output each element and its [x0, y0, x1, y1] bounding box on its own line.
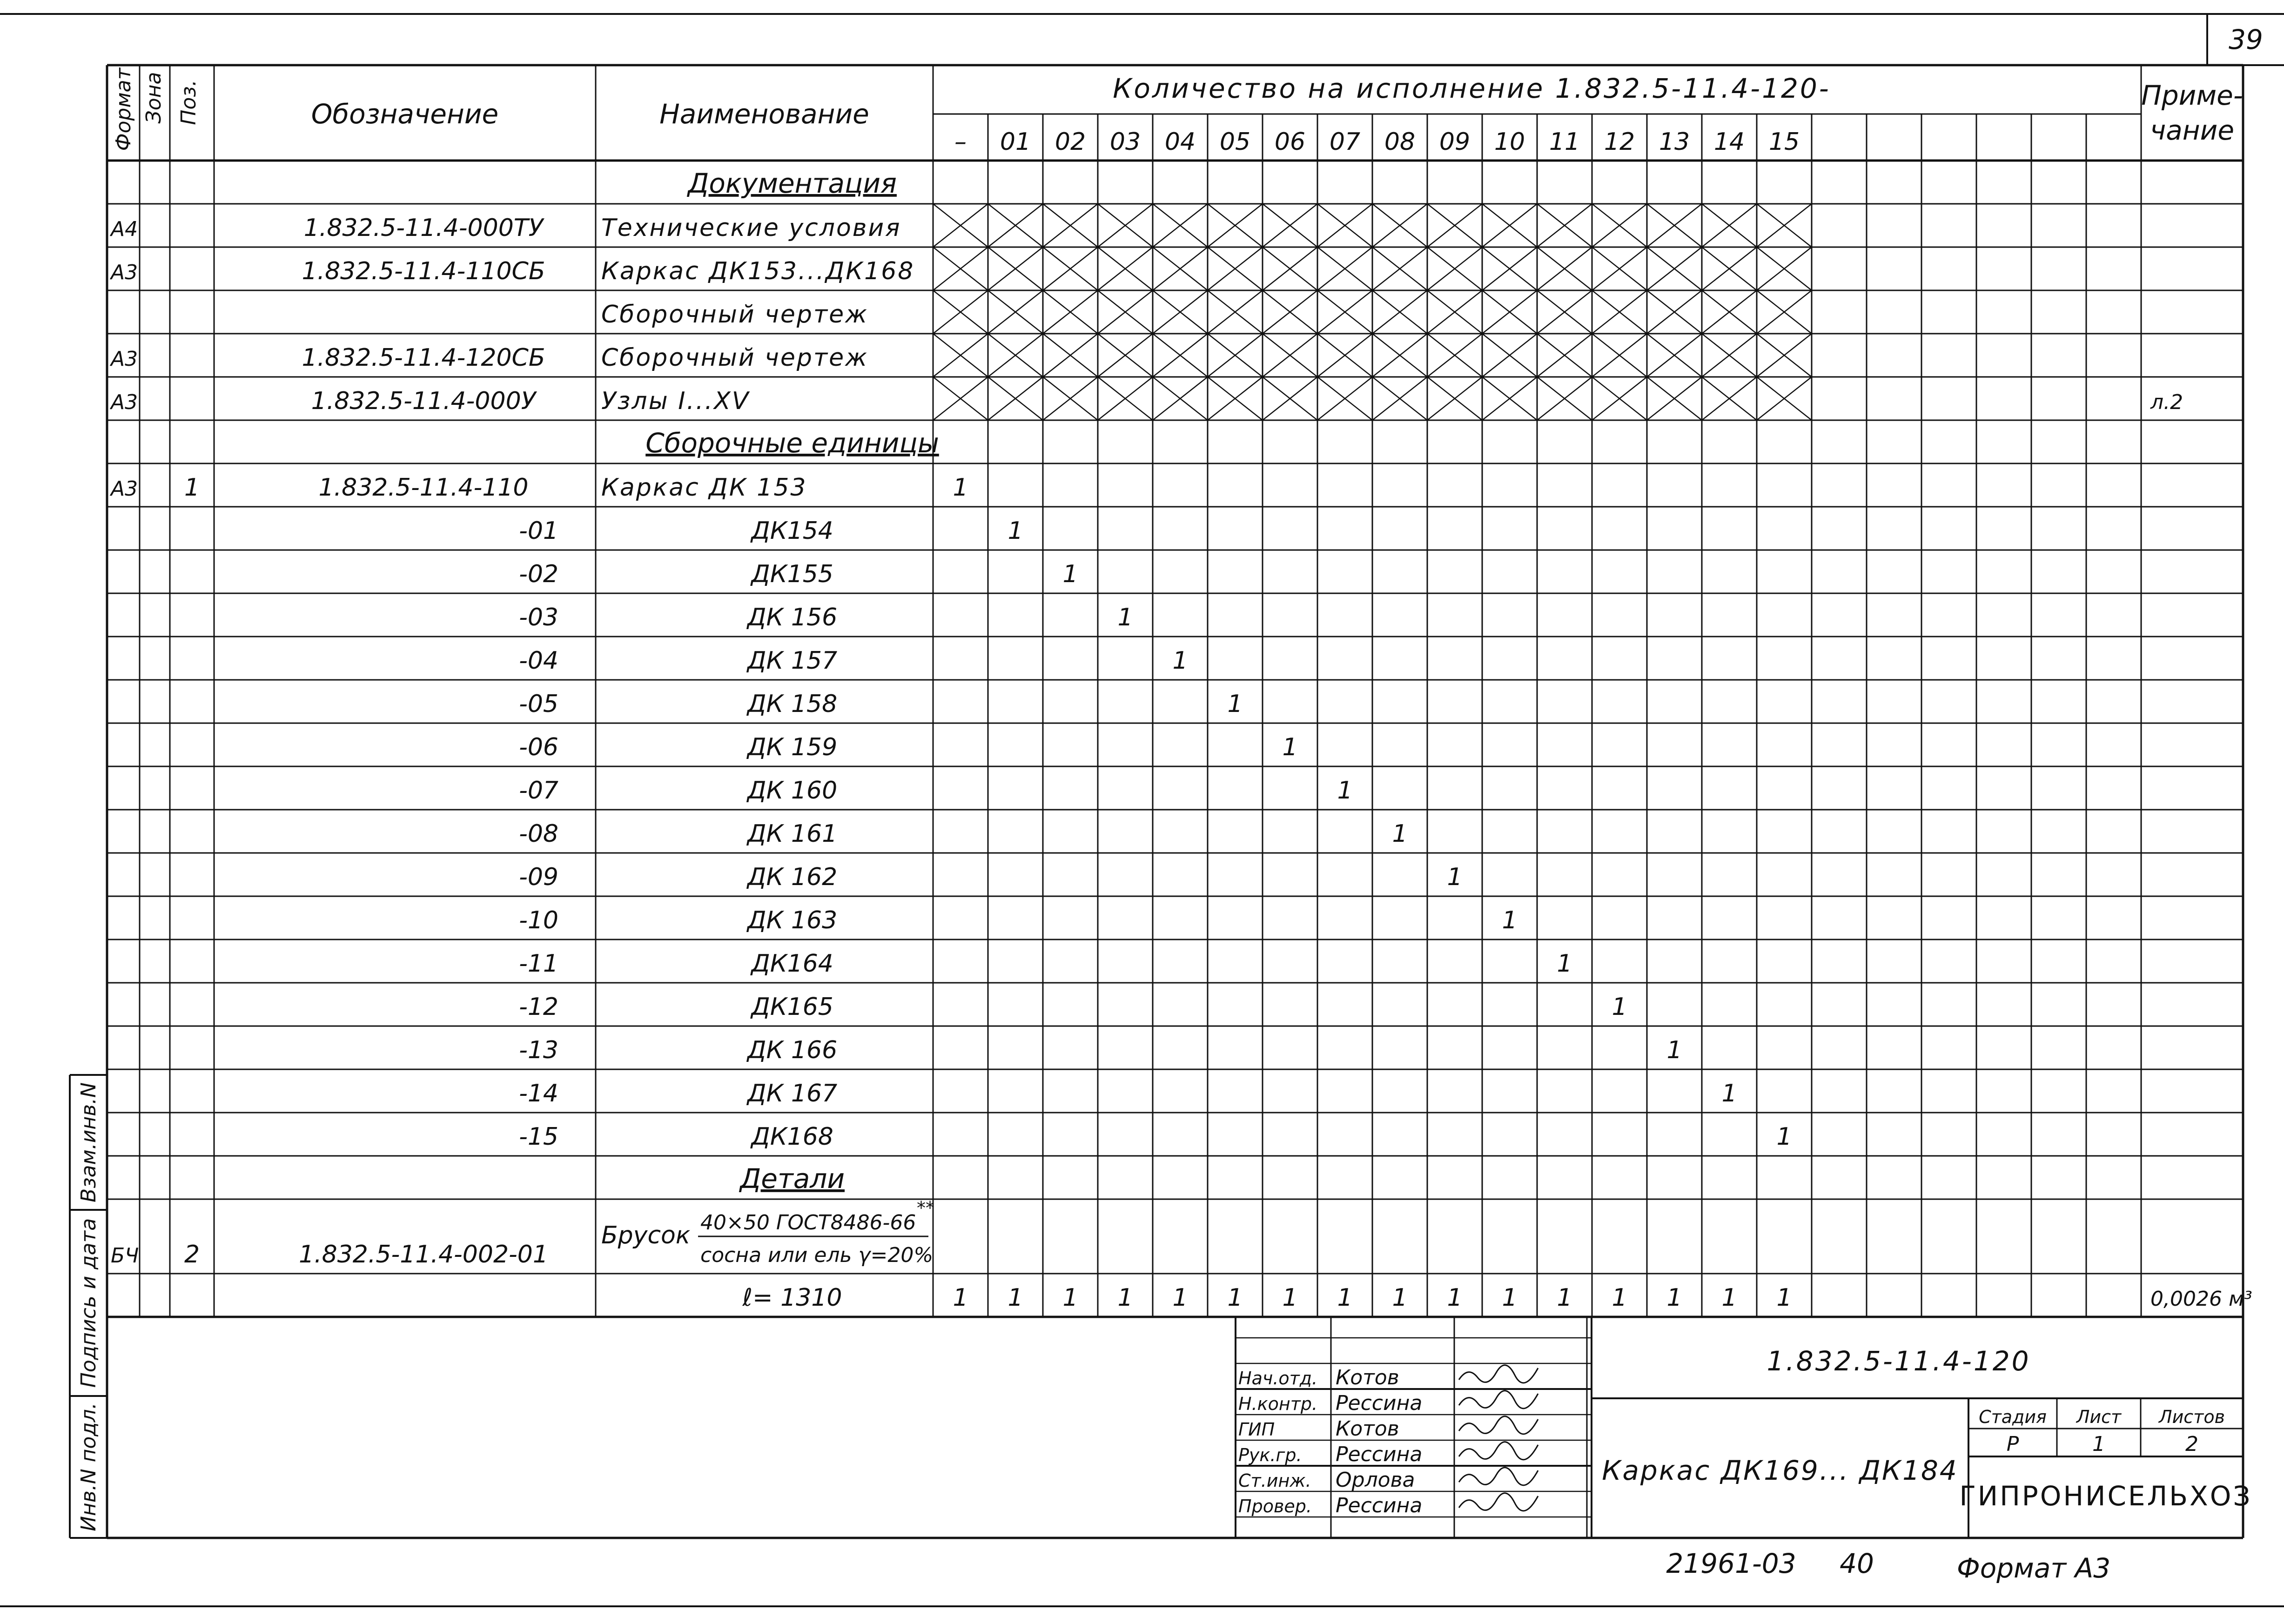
qty-value: 1 — [1721, 1284, 1737, 1312]
cell-designation: 1.832.5-11.4-000ТУ — [303, 214, 544, 242]
document-title: Каркас ДК169... ДК184 — [1602, 1455, 1958, 1486]
cell-name: ДК 163 — [747, 906, 838, 934]
cell-pos: 1 — [184, 474, 200, 502]
cell-name: ДК 158 — [747, 690, 838, 718]
cell-name: ДК 157 — [747, 647, 838, 675]
cell-name: ДК154 — [751, 517, 833, 545]
qty-value: 1 — [1666, 1036, 1682, 1064]
qty-value: 1 — [953, 1284, 968, 1312]
cell-designation: -10 — [519, 906, 558, 934]
sig-name: Рессина — [1336, 1494, 1423, 1517]
sig-role: ГИП — [1238, 1419, 1275, 1440]
header-name: Наименование — [659, 98, 869, 130]
qty-column-header: 13 — [1659, 128, 1690, 156]
signature-icon — [1459, 1391, 1538, 1409]
cell-designation: -06 — [519, 733, 558, 761]
organization: ГИПРОНИСЕЛЬХОЗ — [1959, 1480, 2252, 1512]
cell-designation: 1.832.5-11.4-002-01 — [299, 1241, 548, 1268]
signature-icon — [1459, 1442, 1538, 1460]
cell-designation: -07 — [519, 777, 558, 805]
cell-name: Сборочный чертеж — [601, 344, 868, 372]
cell-name: Технические условия — [601, 214, 901, 242]
cell-name: ℓ= 1310 — [742, 1284, 842, 1312]
cell-designation: -02 — [519, 560, 558, 588]
sheets-value: 2 — [2185, 1432, 2198, 1456]
qty-value: 1 — [1447, 863, 1463, 891]
cell-format: А4 — [111, 217, 138, 241]
sheets-label: Листов — [2159, 1407, 2225, 1427]
qty-value: 1 — [1062, 1284, 1078, 1312]
sig-name: Котов — [1336, 1417, 1399, 1441]
qty-value: 1 — [1557, 1284, 1572, 1312]
cell-note: л.2 — [2150, 390, 2183, 414]
cell-name: ДК 156 — [747, 604, 838, 631]
cell-name: Сборочный чертеж — [601, 301, 868, 329]
qty-value: 1 — [1062, 560, 1078, 588]
archive-number: 21961-03 — [1666, 1548, 1796, 1579]
header-quantity-title: Количество на исполнение 1.832.5-11.4-120- — [1113, 73, 1831, 104]
side-stamp-label: Взам.инв.N — [77, 1082, 101, 1202]
cell-format: БЧ — [111, 1244, 139, 1268]
qty-value: 1 — [1282, 1284, 1298, 1312]
qty-column-header: 08 — [1384, 128, 1416, 156]
brusok-label: Брусок — [601, 1221, 691, 1249]
qty-column-header: 07 — [1329, 128, 1361, 156]
page-number: 39 — [2229, 24, 2263, 55]
header-note: чание — [2150, 114, 2235, 146]
side-stamp-label: Инв.N подл. — [77, 1403, 101, 1531]
cell-designation: -14 — [519, 1080, 558, 1107]
qty-value: 1 — [1776, 1284, 1792, 1312]
qty-column-header: 06 — [1274, 128, 1306, 156]
section-title: Детали — [739, 1163, 845, 1195]
cell-name: ДК 162 — [747, 863, 838, 891]
cell-name: ДК 166 — [747, 1036, 838, 1064]
qty-value: 1 — [1392, 1284, 1408, 1312]
cell-designation: -09 — [519, 863, 558, 891]
qty-column-header: 14 — [1713, 128, 1745, 156]
cell-name: ДК 160 — [747, 777, 838, 805]
header-note: Приме- — [2141, 80, 2243, 111]
sig-name: Рессина — [1336, 1391, 1423, 1415]
qty-column-header: 04 — [1164, 128, 1196, 156]
cell-designation: -12 — [519, 993, 558, 1021]
cell-designation: 1.832.5-11.4-110СБ — [302, 257, 545, 285]
cell-designation: 1.832.5-11.4-120СБ — [302, 344, 545, 372]
cell-name: ДК165 — [751, 993, 833, 1021]
cell-pos: 2 — [184, 1241, 200, 1268]
qty-column-header: 15 — [1768, 128, 1800, 156]
side-stamp-label: Подпись и дата — [77, 1218, 101, 1388]
cell-name: ДК 167 — [747, 1080, 838, 1107]
doc-code: 1.832.5-11.4-120 — [1767, 1345, 2031, 1377]
qty-column-header: 05 — [1219, 128, 1251, 156]
signature-icon — [1459, 1416, 1538, 1434]
sig-name: Рессина — [1336, 1443, 1423, 1466]
stage-label: Стадия — [1979, 1407, 2047, 1427]
cell-name: ДК 161 — [747, 820, 838, 848]
signature-icon — [1459, 1365, 1538, 1383]
cell-designation: 1.832.5-11.4-000У — [311, 387, 536, 415]
header-pos: Поз. — [177, 80, 201, 125]
brusok-sup: ** — [917, 1198, 934, 1218]
qty-column-header: 03 — [1109, 128, 1141, 156]
cell-designation: -15 — [519, 1123, 558, 1151]
brusok-top: 40×50 ГОСТ8486-66 — [700, 1211, 916, 1235]
cell-name: ДК155 — [751, 560, 833, 588]
cell-note: 0,0026 м³ — [2150, 1287, 2252, 1311]
qty-value: 1 — [1117, 1284, 1133, 1312]
qty-value: 1 — [1612, 993, 1627, 1021]
cell-designation: -05 — [519, 690, 558, 718]
cell-designation: -04 — [519, 647, 558, 675]
cell-format: А3 — [111, 261, 138, 284]
qty-value: 1 — [1172, 647, 1188, 675]
cell-name: Каркас ДК 153 — [601, 474, 807, 502]
cell-name: ДК164 — [751, 950, 833, 978]
cell-designation: -08 — [519, 820, 558, 848]
qty-value: 1 — [1502, 1284, 1518, 1312]
qty-value: 1 — [1447, 1284, 1463, 1312]
signature-icon — [1459, 1493, 1538, 1511]
sig-role: Рук.гр. — [1238, 1445, 1302, 1465]
qty-value: 1 — [1337, 1284, 1353, 1312]
header-format: Формат — [112, 67, 135, 151]
cell-name: ДК168 — [751, 1123, 833, 1151]
copy-number: 40 — [1840, 1548, 1874, 1579]
section-title: Документация — [688, 168, 897, 199]
cell-designation: -01 — [519, 517, 558, 545]
sig-role: Провер. — [1238, 1496, 1312, 1517]
stage-value: Р — [2006, 1432, 2019, 1456]
table-text — [77, 24, 2263, 1584]
qty-column-header: 01 — [1000, 128, 1031, 156]
signature-icon — [1459, 1468, 1538, 1485]
sig-role: Н.контр. — [1238, 1394, 1318, 1414]
qty-column-header: 11 — [1549, 128, 1580, 156]
qty-value: 1 — [1117, 604, 1133, 631]
cell-designation: -13 — [519, 1036, 558, 1064]
qty-value: 1 — [1502, 906, 1518, 934]
qty-value: 1 — [1282, 733, 1298, 761]
qty-value: 1 — [1227, 1284, 1243, 1312]
qty-value: 1 — [1557, 950, 1572, 978]
header-zone: Зона — [142, 72, 166, 124]
cell-name: Каркас ДК153...ДК168 — [601, 257, 915, 285]
cell-format: А3 — [111, 347, 138, 371]
qty-value: 1 — [1721, 1080, 1737, 1107]
section-title: Сборочные единицы — [645, 427, 939, 459]
qty-value: 1 — [1008, 1284, 1023, 1312]
cell-format: А3 — [111, 477, 138, 501]
sig-name: Орлова — [1336, 1468, 1415, 1492]
brusok-bottom: сосна или ель γ=20% — [700, 1243, 934, 1267]
qty-value: 1 — [1227, 690, 1243, 718]
format-label: Формат А3 — [1956, 1552, 2111, 1584]
qty-value: 1 — [953, 474, 968, 502]
qty-value: 1 — [1392, 820, 1408, 848]
qty-value: 1 — [1666, 1284, 1682, 1312]
cell-name: ДК 159 — [747, 733, 838, 761]
cell-designation: -03 — [519, 604, 558, 631]
qty-column-header: 02 — [1055, 128, 1086, 156]
qty-value: 1 — [1612, 1284, 1627, 1312]
qty-value: 1 — [1172, 1284, 1188, 1312]
cell-designation: 1.832.5-11.4-110 — [318, 474, 529, 502]
qty-value: 1 — [1776, 1123, 1792, 1151]
sig-role: Нач.отд. — [1238, 1368, 1318, 1389]
qty-column-header: 12 — [1604, 128, 1635, 156]
qty-column-header: 10 — [1494, 128, 1525, 156]
qty-value: 1 — [1337, 777, 1353, 805]
cell-format: А3 — [111, 390, 138, 414]
sheet-label: Лист — [2076, 1407, 2122, 1427]
header-designation: Обозначение — [311, 98, 499, 130]
qty-column-header: 09 — [1439, 128, 1471, 156]
sig-role: Ст.инж. — [1238, 1470, 1311, 1491]
qty-value: 1 — [1008, 517, 1023, 545]
qty-column-header: – — [954, 128, 967, 156]
cell-name: Узлы I...XV — [601, 387, 750, 415]
cell-designation: -11 — [519, 950, 558, 978]
sheet-value: 1 — [2092, 1432, 2105, 1456]
sig-name: Котов — [1336, 1366, 1399, 1389]
